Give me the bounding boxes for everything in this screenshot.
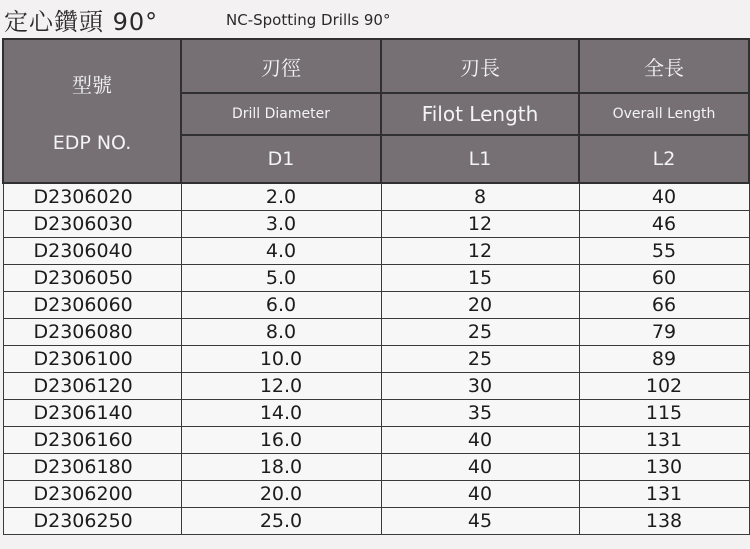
overall-length-header-english: Overall Length [579, 93, 749, 135]
edp-header-english: EDP NO. [52, 131, 132, 154]
l1-cell: 12 [381, 238, 579, 265]
l1-cell: 45 [381, 508, 579, 535]
l1-header: L1 [381, 135, 579, 183]
edp-cell: D2306050 [3, 265, 181, 292]
l1-cell: 25 [381, 346, 579, 373]
table-row [3, 292, 749, 319]
diameter-header-chinese: 刃徑 [181, 39, 381, 93]
d1-cell: 16.0 [181, 427, 381, 454]
table-row [3, 373, 749, 400]
edp-cell: D2306040 [3, 238, 181, 265]
edp-cell: D2306020 [3, 183, 181, 211]
d1-cell: 2.0 [181, 183, 381, 211]
table-row [3, 508, 749, 535]
d1-header: D1 [181, 135, 381, 183]
edp-cell: D2306160 [3, 427, 181, 454]
edp-cell: D2306120 [3, 373, 181, 400]
l2-cell: 40 [579, 183, 749, 211]
l2-header: L2 [579, 135, 749, 183]
l2-cell: 89 [579, 346, 749, 373]
overall-length-header-chinese: 全長 [579, 39, 749, 93]
header-row-chinese [3, 39, 749, 93]
table-row [3, 427, 749, 454]
d1-cell: 18.0 [181, 454, 381, 481]
page-title-english: NC-Spotting Drills 90° [226, 11, 391, 29]
l1-cell: 30 [381, 373, 579, 400]
table-row [3, 238, 749, 265]
l1-cell: 40 [381, 481, 579, 508]
edp-cell: D2306080 [3, 319, 181, 346]
flute-length-header-english: Filot Length [381, 93, 579, 135]
d1-cell: 20.0 [181, 481, 381, 508]
l2-cell: 66 [579, 292, 749, 319]
d1-cell: 3.0 [181, 211, 381, 238]
d1-cell: 25.0 [181, 508, 381, 535]
table-row [3, 265, 749, 292]
table-row [3, 481, 749, 508]
l2-cell: 131 [579, 481, 749, 508]
edp-cell: D2306140 [3, 400, 181, 427]
l1-cell: 20 [381, 292, 579, 319]
table-row [3, 346, 749, 373]
d1-cell: 5.0 [181, 265, 381, 292]
table-row [3, 454, 749, 481]
l2-cell: 131 [579, 427, 749, 454]
edp-cell: D2306100 [3, 346, 181, 373]
d1-cell: 4.0 [181, 238, 381, 265]
l1-cell: 40 [381, 454, 579, 481]
l1-cell: 25 [381, 319, 579, 346]
l2-cell: 115 [579, 400, 749, 427]
edp-cell: D2306030 [3, 211, 181, 238]
l2-cell: 46 [579, 211, 749, 238]
table-row [3, 319, 749, 346]
spec-table [2, 38, 750, 535]
l2-cell: 60 [579, 265, 749, 292]
page-title-chinese: 定心鑽頭 90° [4, 8, 159, 36]
table-body [3, 183, 749, 535]
l2-cell: 79 [579, 319, 749, 346]
table-row [3, 400, 749, 427]
edp-header-chinese: 型號 [72, 72, 112, 97]
l2-cell: 55 [579, 238, 749, 265]
l2-cell: 102 [579, 373, 749, 400]
edp-column-header [3, 39, 181, 183]
l1-cell: 12 [381, 211, 579, 238]
d1-cell: 14.0 [181, 400, 381, 427]
d1-cell: 12.0 [181, 373, 381, 400]
diameter-header-english: Drill Diameter [181, 93, 381, 135]
l1-cell: 40 [381, 427, 579, 454]
edp-cell: D2306180 [3, 454, 181, 481]
l1-cell: 15 [381, 265, 579, 292]
title-bar [0, 0, 750, 38]
l1-cell: 8 [381, 183, 579, 211]
table-row [3, 211, 749, 238]
flute-length-header-chinese: 刃長 [381, 39, 579, 93]
table-header [3, 39, 749, 183]
edp-cell: D2306060 [3, 292, 181, 319]
d1-cell: 6.0 [181, 292, 381, 319]
d1-cell: 10.0 [181, 346, 381, 373]
l2-cell: 138 [579, 508, 749, 535]
d1-cell: 8.0 [181, 319, 381, 346]
edp-cell: D2306200 [3, 481, 181, 508]
table-row [3, 183, 749, 211]
l1-cell: 35 [381, 400, 579, 427]
edp-cell: D2306250 [3, 508, 181, 535]
l2-cell: 130 [579, 454, 749, 481]
